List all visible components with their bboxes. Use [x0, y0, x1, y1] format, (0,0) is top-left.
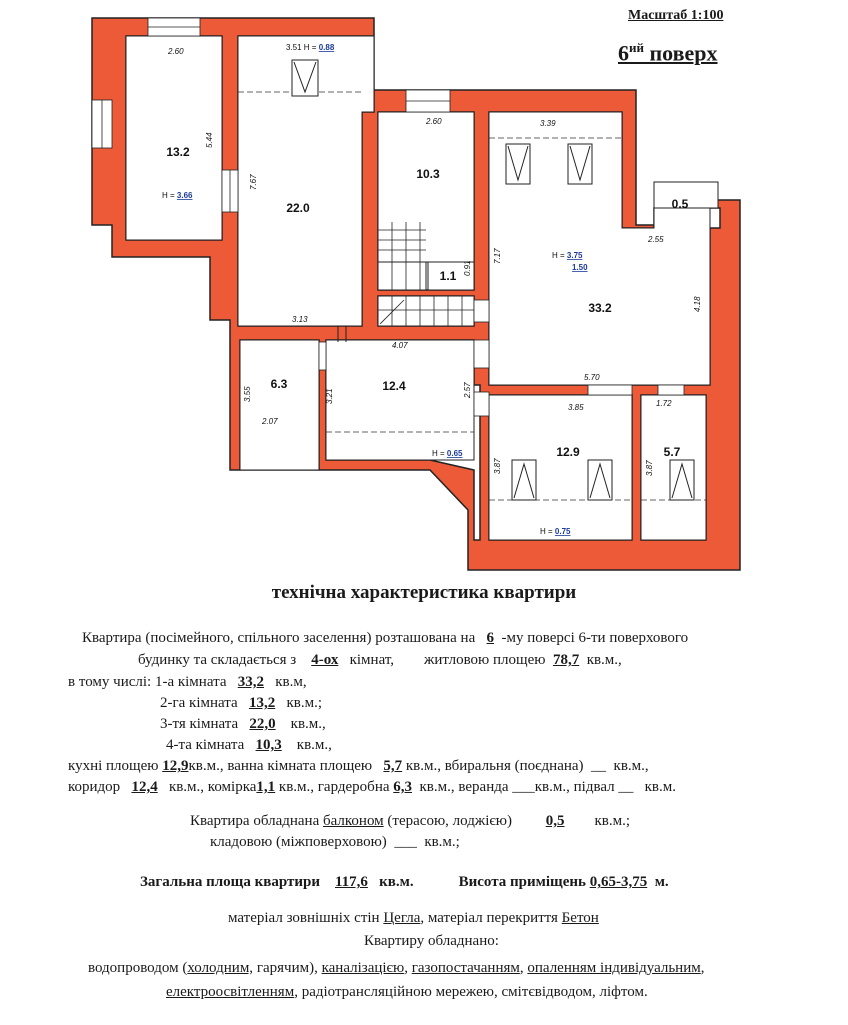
room-label: 1.1: [439, 269, 457, 283]
room-label: 22.0: [286, 201, 310, 215]
floor-suffix: ий: [629, 40, 644, 55]
line-room-4: 4-та кімната 10,3 кв.м.,: [166, 737, 332, 753]
line-room-2: 2-га кімната 13,2 кв.м.;: [160, 695, 322, 711]
room-label: 6.3: [270, 377, 288, 391]
line-storage: кладовою (міжповерховою) ___ кв.м.;: [210, 834, 460, 850]
line-location: Квартира (посімейного, спільного заселення) розташована на 6 -му поверсі 6-ти поверхового: [82, 630, 689, 646]
dimension-label: 3.85: [568, 403, 584, 412]
height-label: H = 0.75: [540, 527, 571, 536]
room-12-4: [326, 340, 474, 460]
dimension-label: 2.55: [648, 235, 664, 244]
room-label: 12.9: [556, 445, 580, 459]
dimension-label: 5.70: [584, 373, 600, 382]
section-title: технічна характеристика квартири: [271, 582, 577, 603]
dimension-label: 4.07: [392, 341, 408, 350]
height-label: H = 0.65: [432, 449, 463, 458]
dimension-label: 1.72: [656, 399, 672, 408]
room-6-3: [240, 340, 319, 470]
room-label: 10.3: [416, 167, 440, 181]
dimension-label: 4.18: [693, 296, 702, 312]
line-balcony: Квартира обладнана балконом (терасою, лоджією) 0,5 кв.м.;: [190, 813, 631, 829]
dimension-label: 5.44: [205, 132, 214, 148]
dimension-label: 2.07: [262, 417, 278, 426]
floor-number: 6: [618, 40, 629, 66]
dimension-label: 3.87: [493, 458, 502, 474]
line-room-1: в тому числі: 1-а кімната 33,2 кв.м,: [68, 674, 307, 690]
dimension-label: 7.17: [493, 248, 502, 264]
line-equipped: Квартиру обладнано:: [364, 933, 499, 949]
dimension-label: 2.57: [463, 382, 472, 398]
dimension-label: 3.87: [645, 460, 654, 476]
line-room-3: 3-тя кімната 22,0 кв.м.,: [160, 716, 326, 732]
height-label: H = 3.66: [162, 191, 193, 200]
dimension-label: 3.39: [540, 119, 556, 128]
room-label: 12.4: [382, 379, 406, 393]
floor-word: поверх: [649, 40, 718, 66]
stair-upper: [378, 262, 426, 290]
dimension-label: 7.67: [249, 174, 258, 190]
dimension-label: 2.60: [168, 47, 184, 56]
scale-label: Масштаб 1:100: [628, 8, 724, 23]
height-label: H = 3.75: [552, 251, 583, 260]
line-utilities-2: електроосвітленням, радіотрансляційною мережею, смітєвідводом, ліфтом.: [166, 984, 648, 1000]
dimension-label: 3.21: [325, 388, 334, 404]
room-label: 13.2: [166, 145, 190, 159]
dimension-label: 3.55: [243, 386, 252, 402]
dimension-label: 0.91: [463, 260, 472, 276]
line-corridor: коридор 12,4 кв.м., комірка1,1 кв.м., гардеробна 6,3 кв.м., веранда ___кв.м., підвал __ кв.м.: [68, 779, 676, 795]
line-kitchen-bath: кухні площею 12,9кв.м., ванна кімната площею 5,7 кв.м., вбиральня (поєднана) __ кв.м.,: [68, 758, 649, 774]
line-total: Загальна площа квартири 117,6 кв.м. Висота приміщень 0,65-3,75 м.: [140, 874, 669, 890]
height-label: 1.50: [572, 263, 588, 272]
line-utilities-1: водопроводом (холодним, гарячим), каналізацією, газопостачанням, опаленням індивідуальним,: [88, 960, 705, 976]
height-label: 3.51 H = 0.88: [286, 43, 335, 52]
dimension-label: 3.13: [292, 315, 308, 324]
dimension-label: 2.60: [426, 117, 442, 126]
line-materials: матеріал зовнішніх стін Цегла, матеріал перекриття Бетон: [228, 910, 599, 926]
room-label: 0.5: [671, 197, 689, 211]
room-label: 33.2: [588, 301, 612, 315]
line-rooms: будинку та складається з 4-ох кімнат, житловою площею 78,7 кв.м.,: [138, 652, 622, 668]
room-label: 5.7: [663, 445, 681, 459]
